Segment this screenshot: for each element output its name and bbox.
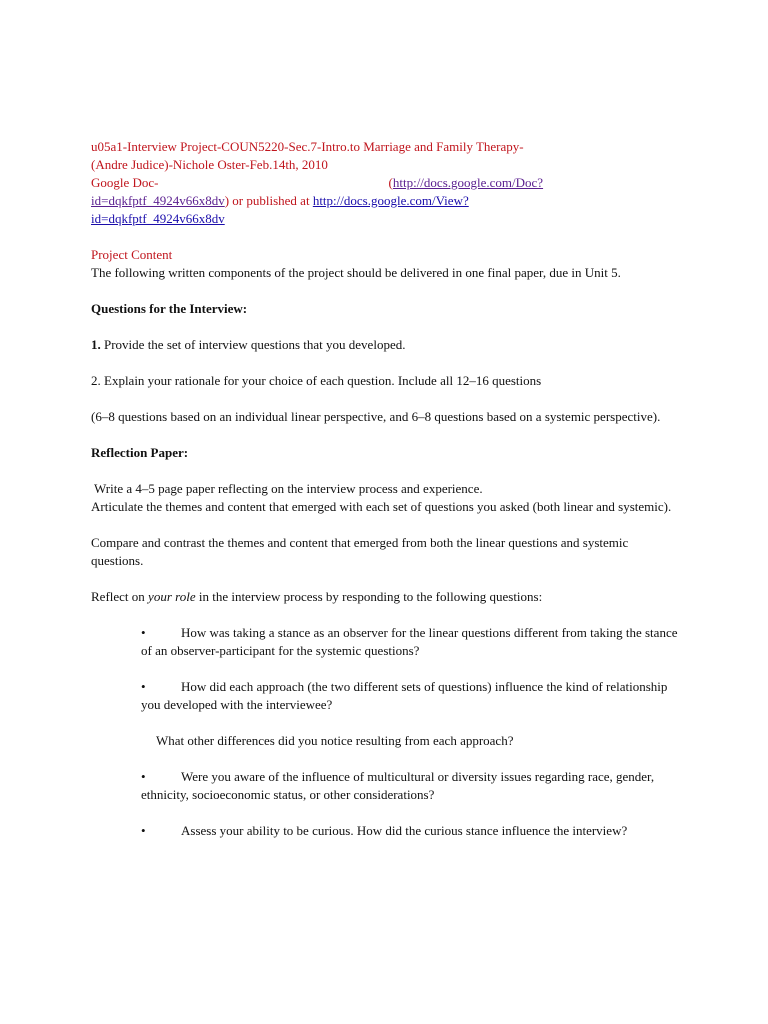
spacer (91, 714, 681, 732)
other-differences-question: What other differences did you notice resulting from each approach? (156, 733, 514, 748)
reflection-para-2: Compare and contrast the themes and content that emerged from both the linear questions and systemic questions. (91, 535, 629, 568)
reflect-on-role (91, 588, 681, 606)
spacer (91, 570, 681, 588)
spacer (91, 282, 681, 300)
question-item-1 (91, 336, 681, 354)
bullet-text: How did each approach (the two different sets of questions) influence the kind of relationship you developed with the interviewee? (141, 679, 668, 712)
reflect-suffix: in the interview process by responding to the following questions: (195, 589, 543, 604)
bullet-dot: • (141, 679, 146, 694)
bullet-item (141, 678, 681, 714)
published-text: ) or published at (224, 193, 313, 208)
project-intro: The following written components of the project should be delivered in one final paper, due in Unit 5. (91, 265, 621, 280)
question-item-3: (6–8 questions based on an individual linear perspective, and 6–8 questions based on a systemic perspective). (91, 409, 661, 424)
spacer (91, 750, 681, 768)
view-link-line-2 (91, 210, 681, 228)
item-1-text: Provide the set of interview questions that you developed. (100, 337, 406, 352)
spacer (91, 516, 681, 534)
document-title-line-2: (Andre Judice)-Nichole Oster-Feb.14th, 2010 (91, 157, 328, 172)
bullet-text: Assess your ability to be curious. How did the curious stance influence the interview? (181, 823, 628, 838)
reflection-heading: Reflection Paper: (91, 445, 189, 460)
bullet-dot: • (141, 823, 146, 838)
bullet-dot: • (141, 769, 146, 784)
spacer (91, 318, 681, 336)
spacer (91, 606, 681, 624)
spacer (91, 354, 681, 372)
spacer (91, 390, 681, 408)
reflection-para-1-line-2: Articulate the themes and content that emerged with each set of questions you asked (both linear and systemic). (91, 499, 672, 514)
spacer (91, 228, 681, 246)
item-1-number: 1. (91, 337, 101, 352)
bullet-text: How was taking a stance as an observer for the linear questions different from taking the stance of an observer-participant for the systemic questions? (141, 625, 678, 658)
google-doc-label: Google Doc- (91, 175, 159, 190)
spacer (91, 426, 681, 444)
google-doc-link-part-2[interactable]: id=dqkfptf_4924v66x8dv (91, 193, 225, 208)
reflection-para-1-line-1: Write a 4–5 page paper reflecting on the interview process and experience. (91, 481, 483, 496)
open-paren: ( (388, 175, 393, 190)
document-page (91, 138, 681, 840)
questions-heading: Questions for the Interview: (91, 301, 248, 316)
bullet-item (141, 624, 681, 660)
spacer (91, 660, 681, 678)
project-content-heading: Project Content (91, 247, 173, 262)
reflect-prefix: Reflect on (91, 589, 149, 604)
document-title-line-1: u05a1-Interview Project-COUN5220-Sec.7-Intro.to Marriage and Family Therapy- (91, 139, 524, 154)
doc-link-line-2 (91, 192, 681, 210)
bullet-item (141, 768, 681, 804)
spacer (91, 462, 681, 480)
bullet-item (141, 822, 681, 840)
view-link-part-2[interactable]: id=dqkfptf_4924v66x8dv (91, 211, 225, 226)
spacer (91, 804, 681, 822)
question-item-2: 2. Explain your rationale for your choice of each question. Include all 12–16 questions (91, 373, 542, 388)
bullet-dot: • (141, 625, 146, 640)
bullet-text: Were you aware of the influence of multicultural or diversity issues regarding race, gender, ethnicity, socioeconomic status, or other considerations? (141, 769, 655, 802)
view-link-part-1[interactable]: http://docs.google.com/View? (312, 193, 469, 208)
google-doc-line (91, 174, 681, 192)
reflect-italic: your role (148, 589, 196, 604)
google-doc-link-part-1[interactable]: http://docs.google.com/Doc? (392, 175, 544, 190)
